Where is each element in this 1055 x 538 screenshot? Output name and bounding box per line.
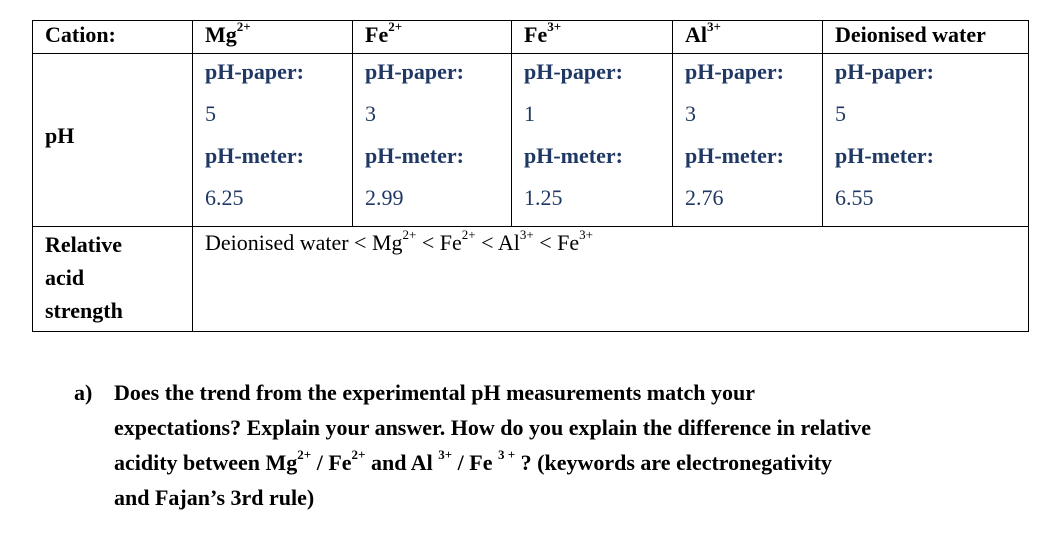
- ph-meter-value-fe2: 2.99: [365, 185, 404, 210]
- ph-meter-label: pH-meter:: [524, 143, 623, 168]
- ph-meter-value-al3: 2.76: [685, 185, 724, 210]
- ph-paper-label: pH-paper:: [835, 59, 934, 84]
- q3-sup-4: 3 +: [497, 446, 516, 462]
- table-header-row: [33, 21, 1029, 54]
- order-part-3: < Al: [475, 230, 520, 255]
- ph-meter-value-fe3: 1.25: [524, 185, 563, 210]
- ph-paper-label: pH-paper:: [524, 59, 623, 84]
- ph-cell-mg2: [193, 54, 353, 227]
- question-line-3: [114, 445, 1034, 480]
- ph-paper-value-water: 5: [835, 101, 846, 126]
- order-part-4: < Fe: [533, 230, 580, 255]
- question-line-1: Does the trend from the experimental pH measurements match your: [114, 380, 755, 405]
- order-part-2: < Fe: [416, 230, 462, 255]
- header-fe2: [353, 18, 512, 54]
- header-water-base: Deionised water: [835, 22, 986, 47]
- order-sup-3: 3+: [519, 226, 534, 242]
- q3-part-b: / Fe: [311, 450, 352, 475]
- q3-sup-1: 2+: [297, 446, 312, 462]
- order-sup-4: 3+: [579, 226, 593, 242]
- header-mg2: [193, 18, 353, 54]
- question-line-4: and Fajan’s 3rd rule): [114, 485, 315, 510]
- q3-part-e: ? (keywords are electronegativity: [515, 450, 833, 475]
- header-al3-base: Al: [685, 22, 707, 47]
- cation-label-text: Cation:: [45, 22, 116, 47]
- question-line-2: expectations? Explain your answer. How do you explain the difference in relative: [114, 415, 871, 440]
- header-fe2-base: Fe: [365, 22, 389, 47]
- q3-part-c: and Al: [365, 450, 439, 475]
- ph-cell-fe2: [353, 54, 512, 227]
- header-fe3: [512, 18, 673, 54]
- header-al3-charge: 3+: [707, 18, 721, 34]
- q3-sup-3: 3+: [438, 446, 453, 462]
- ph-row: [33, 54, 1029, 227]
- header-al3: [673, 18, 823, 54]
- ph-paper-label: pH-paper:: [685, 59, 784, 84]
- header-fe3-charge: 3+: [547, 18, 562, 34]
- ph-paper-value-al3: 3: [685, 101, 696, 126]
- relative-label-cell: [33, 227, 193, 332]
- ph-row-label-cell: [33, 54, 193, 227]
- cation-label: [33, 21, 193, 54]
- ph-paper-value-fe3: 1: [524, 101, 535, 126]
- header-mg2-base: Mg: [205, 22, 237, 47]
- question-marker: a): [74, 380, 93, 405]
- relative-label-line3: strength: [45, 298, 123, 323]
- header-fe2-charge: 2+: [388, 18, 403, 34]
- ph-meter-label: pH-meter:: [365, 143, 464, 168]
- ph-meter-label: pH-meter:: [205, 143, 304, 168]
- question-a: [74, 375, 1034, 515]
- order-sup-1: 2+: [402, 226, 417, 242]
- ph-results-table: [32, 20, 1029, 332]
- ph-paper-value-fe2: 3: [365, 101, 376, 126]
- relative-order-cell: [193, 227, 1029, 332]
- q3-sup-2: 2+: [351, 446, 366, 462]
- order-part-1: Deionised water < Mg: [205, 230, 403, 255]
- q3-part-d: / Fe: [452, 450, 498, 475]
- ph-meter-label: pH-meter:: [835, 143, 934, 168]
- header-mg2-charge: 2+: [236, 18, 251, 34]
- ph-meter-value-water: 6.55: [835, 185, 874, 210]
- ph-meter-value-mg2: 6.25: [205, 185, 244, 210]
- header-deionised-water: [823, 21, 1029, 54]
- relative-order-text: [205, 227, 1028, 257]
- ph-meter-label: pH-meter:: [685, 143, 784, 168]
- header-fe3-base: Fe: [524, 22, 548, 47]
- relative-label-line1: Relative: [45, 232, 122, 257]
- ph-row-label: pH: [45, 123, 75, 148]
- ph-cell-al3: [673, 54, 823, 227]
- ph-cell-water: [823, 54, 1029, 227]
- ph-paper-value-mg2: 5: [205, 101, 216, 126]
- ph-paper-label: pH-paper:: [205, 59, 304, 84]
- relative-acid-strength-row: [33, 227, 1029, 332]
- ph-cell-fe3: [512, 54, 673, 227]
- ph-paper-label: pH-paper:: [365, 59, 464, 84]
- question-body: [114, 375, 1034, 515]
- order-sup-2: 2+: [461, 226, 476, 242]
- q3-part-a: acidity between Mg: [114, 450, 298, 475]
- relative-label-line2: acid: [45, 265, 85, 290]
